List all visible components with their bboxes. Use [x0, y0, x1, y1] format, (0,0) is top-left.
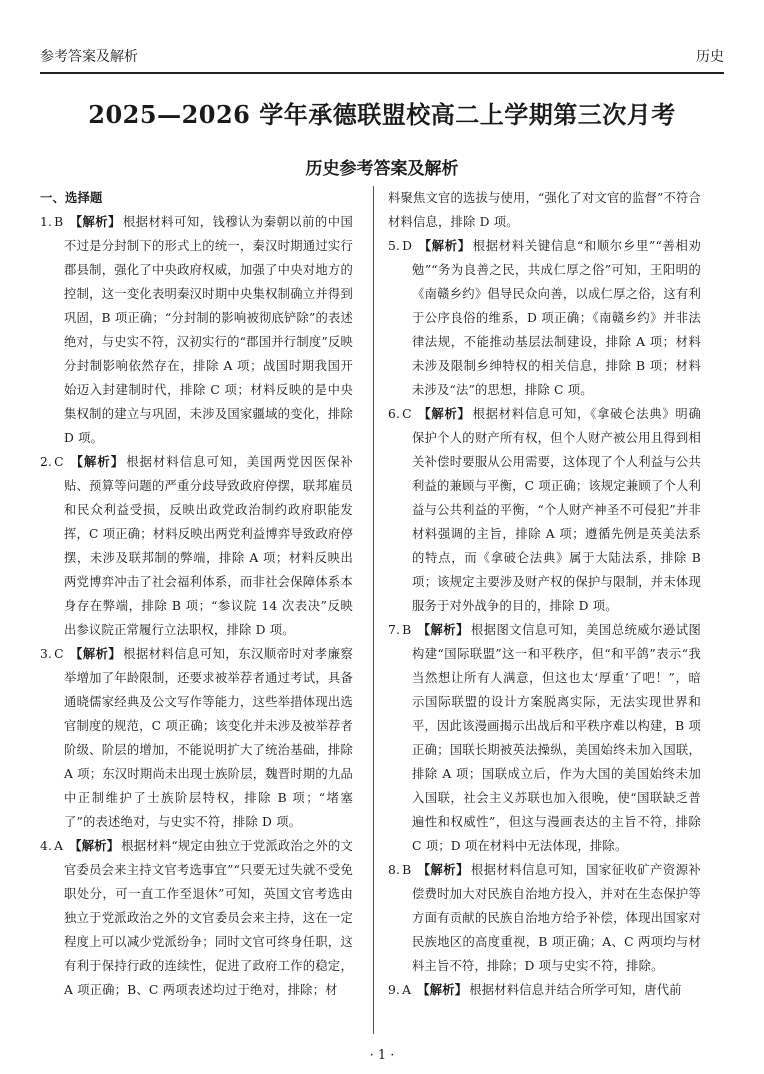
item-text: 根据材料“规定由独立于党派政治之外的文官委员会来主持文官考选事宜”“只要无过失就不受免职处分，可一直工作至退休”可知，英国文官考选由独立于党派政治之外的文官委员会来主持，这在一定程度上可以减少党派纷争；同时文官可终身任职，这有利于保持行政的连续性，促进了政府工作的稳定，A 项正确；B、C 两项表述均过于绝对，排除；材 [64, 839, 353, 997]
analysis-tag: 【解析】 [69, 454, 125, 469]
page-title: 2025—2026 学年承德联盟校高二上学期第三次月考 [88, 100, 676, 129]
analysis-tag: 【解析】 [69, 646, 122, 661]
header-subject-label: 历史 [696, 49, 724, 65]
column-divider [373, 186, 374, 1034]
item-answer: C [54, 647, 64, 661]
item-answer: B [54, 215, 64, 229]
page-subtitle: 历史参考答案及解析 [305, 159, 459, 179]
answer-item [388, 618, 701, 858]
item-text: 根据材料可知，钱穆认为秦朝以前的中国不过是分封制下的形式上的统一，秦汉时期通过实行郡县制，强化了中央政府权威，加强了中央对地方的控制，这一变化表明秦汉时期中央集权制确立并得到巩固，B 项正确；“分封制的影响被彻底铲除”的表述绝对，与史实不符，汉初实行的“郡国并行制度”反映分封制影响依然存在，排除 A 项；战国时期我国开始迈入封建制时代，排除 C 项；材料反映的是中央集权制的建立与巩固，未涉及国家疆域的变化，排除 D 项。 [64, 215, 353, 445]
right-column [388, 186, 701, 1002]
analysis-tag: 【解析】 [417, 622, 469, 637]
item-number: 7. [388, 623, 401, 637]
left-column [40, 186, 353, 1002]
answer-item [388, 402, 701, 618]
item-answer: A [402, 983, 412, 997]
item-number: 4. [40, 839, 53, 853]
page-number: · 1 · [369, 1048, 395, 1063]
answer-item [388, 978, 701, 1002]
item-text: 根据材料信息可知，国家征收矿产资源补偿费时加大对民族自治地方投入，并对在生态保护等方面有贡献的民族自治地方给予补偿，体现出国家对民族地区的高度重视，B 项正确；A、C 两项均与材料主旨不符，排除；D 项与史实不符，排除。 [412, 863, 701, 973]
item-text: 根据材料信息并结合所学可知，唐代前 [469, 983, 682, 997]
item-text: 料聚焦文官的选拔与使用，“强化了对文官的监督”不符合材料信息，排除 D 项。 [388, 191, 701, 229]
section-heading: 一、选择题 [40, 190, 103, 205]
analysis-tag: 【解析】 [69, 214, 121, 229]
header-left-label: 参考答案及解析 [40, 49, 138, 65]
answer-item [40, 642, 353, 834]
answer-item [40, 210, 353, 450]
item-number: 8. [388, 863, 401, 877]
analysis-tag: 【解析】 [417, 406, 471, 421]
analysis-tag: 【解析】 [418, 238, 471, 253]
item-number: 9. [388, 983, 401, 997]
item-answer: A [54, 839, 64, 853]
item-number: 1. [40, 215, 53, 229]
item-number: 6. [388, 407, 401, 421]
answer-item [388, 858, 701, 978]
item-text: 根据材料信息可知，东汉顺帝时对孝廉察举增加了年龄限制，还要求被举荐者通过考试，具备通晓儒家经典及公文写作等能力，这些举措体现出选官制度的规范，C 项正确；该变化并未涉及被举荐者阶级、阶层的增加，不能说明扩大了统治基础，排除 A 项；东汉时期尚未出现士族阶层，魏晋时期的九品中正制维护了士族阶层特权，排除 B 项；“堵塞了”的表述绝对，与史实不符，排除 D 项。 [64, 647, 353, 829]
header-rule [40, 72, 724, 74]
analysis-tag: 【解析】 [69, 838, 120, 853]
item-number: 2. [40, 455, 53, 469]
item-answer: C [54, 455, 64, 469]
item-answer: D [402, 239, 413, 253]
item-text: 根据材料信息可知，《拿破仑法典》明确保护个人的财产所有权，但个人财产被公用且得到相关补偿时要服从公用需要，这体现了个人利益与公共利益的兼顾与平衡，C 项正确；该规定兼顾了个人利益与公共利益的平衡，“个人财产神圣不可侵犯”并非材料强调的主旨，排除 A 项；遵循先例是英美法系的特点，而《拿破仑法典》属于大陆法系，排除 B 项；该规定主要涉及财产权的保护与限制，并未体现服务于对外战争的目的，排除 D 项。 [412, 407, 701, 613]
answer-item [40, 834, 353, 1002]
item-answer: B [402, 623, 412, 637]
running-header [40, 48, 724, 66]
answer-item [388, 234, 701, 402]
analysis-tag: 【解析】 [417, 862, 469, 877]
item-text: 根据材料信息可知，美国两党因医保补贴、预算等问题的严重分歧导致政府停摆，联邦雇员和民众利益受损，反映出政党政治制约政府职能发挥，C 项正确；材料反映出两党利益博弈导致政府停摆，未涉及联邦制的弊端，排除 A 项；材料反映出两党博弈冲击了社会福利体系，而非社会保障体系本身存在弊端，排除 B 项；“参议院 14 次表决”反映出参议院正常履行立法职权，排除 D 项。 [64, 455, 353, 637]
item-text: 根据材料关键信息“和顺尔乡里”“善相劝勉”“务为良善之民，共成仁厚之俗”可知，王阳明的《南赣乡约》倡导民众向善，以成仁厚之俗，这有利于公序良俗的维系，D 项正确；《南赣乡约》并非法律法规，不能推动基层法制建设，排除 A 项；材料未涉及限制乡绅特权的相关信息，排除 B 项；材料未涉及“法”的思想，排除 C 项。 [412, 239, 701, 397]
item-number: 5. [388, 239, 401, 253]
item-answer: B [402, 863, 412, 877]
answer-item-continuation [388, 186, 701, 234]
analysis-tag: 【解析】 [417, 982, 468, 997]
answer-item [40, 450, 353, 642]
item-number: 3. [40, 647, 53, 661]
item-text: 根据图文信息可知，美国总统威尔逊试图构建“国际联盟”这一和平秩序，但“和平鸽”表示“我当然想让所有人满意，但这也太‘厚重’了吧！”，暗示国际联盟的设计方案脱离实际，无法实现世界和平，因此该漫画揭示出战后和平秩序难以构建，B 项正确；国联长期被英法操纵，美国始终未加入国联，排除 A 项；国联成立后，作为大国的美国始终未加入国联，社会主义苏联也加入很晚，使“国联缺乏普遍性和权威性”，但这与漫画表达的主旨不符，排除 C 项；D 项在材料中无法体现，排除。 [412, 623, 701, 853]
item-answer: C [402, 407, 412, 421]
